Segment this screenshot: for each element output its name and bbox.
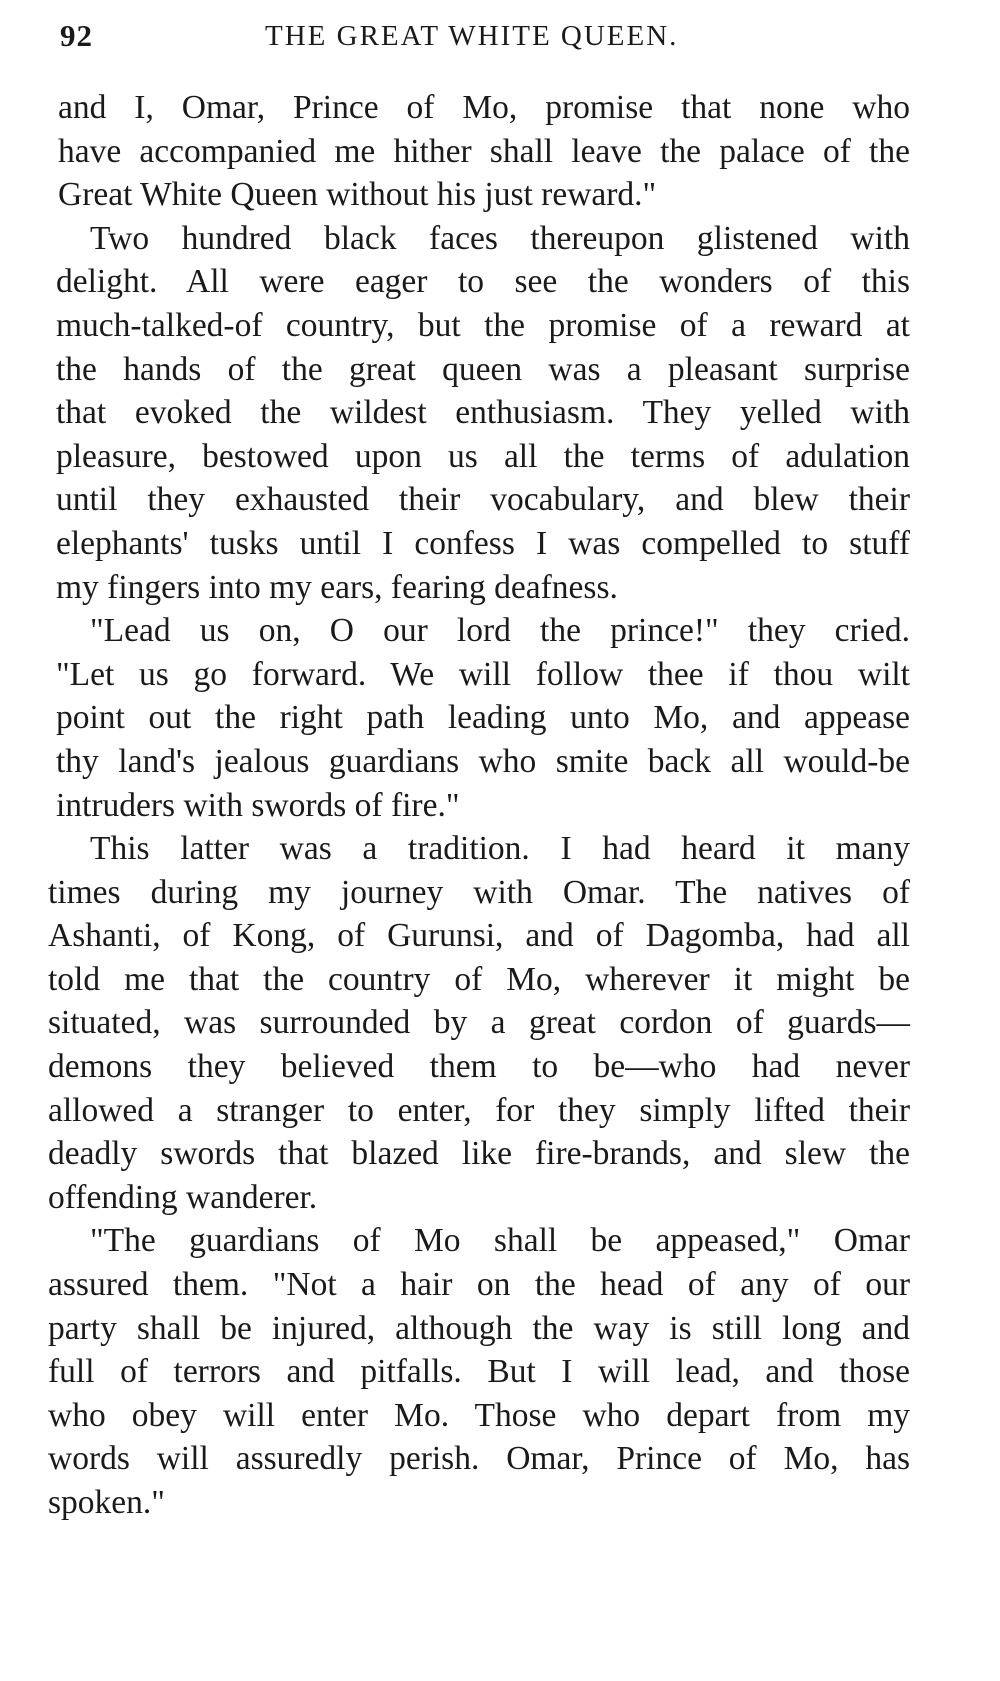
text-line: thy land's jealous guardians who smite back all would-be <box>56 742 910 780</box>
text-line: the hands of the great queen was a pleasant surprise <box>56 350 910 388</box>
text-line: much-talked-of country, but the promise of a reward at <box>56 306 910 344</box>
text-line: that evoked the wildest enthusiasm. They yelled with <box>56 394 910 432</box>
running-head <box>60 14 760 58</box>
text-line: and I, Omar, Prince of Mo, promise that none who <box>58 89 910 126</box>
text-line: party shall be injured, although the way is still long and <box>48 1309 910 1347</box>
text-line: full of terrors and pitfalls. But I will lead, and those <box>48 1353 910 1391</box>
text-line: delight. All were eager to see the wonders of this <box>56 263 910 301</box>
text-line: Ashanti, of Kong, of Gurunsi, and of Dagomba, had all <box>48 917 910 955</box>
text-line: times during my journey with Omar. The natives of <box>48 873 910 911</box>
running-title: THE GREAT WHITE QUEEN. <box>265 20 679 52</box>
text-line: Great White Queen without his just reward." <box>58 176 657 214</box>
text-line: elephants' tusks until I confess I was compelled to stuff <box>56 524 910 562</box>
text-line: told me that the country of Mo, wherever it might be <box>48 960 910 998</box>
text-line: who obey will enter Mo. Those who depart from my <box>48 1396 910 1434</box>
text-line: until they exhausted their vocabulary, and blew their <box>56 481 910 519</box>
text-line: Two hundred black faces thereupon glistened with <box>90 219 910 257</box>
text-line: deadly swords that blazed like fire-brands, and slew the <box>48 1135 910 1173</box>
text-line: assured them. "Not a hair on the head of any of our <box>48 1266 910 1304</box>
page-number: 92 <box>60 18 93 53</box>
text-line: "Lead us on, O our lord the prince!" they cried. <box>90 612 910 650</box>
text-line: situated, was surrounded by a great cordon of guards— <box>48 1004 910 1042</box>
text-line: offending wanderer. <box>48 1178 318 1216</box>
text-line: This latter was a tradition. I had heard it many <box>90 830 910 868</box>
text-line: "Let us go forward. We will follow thee if thou wilt <box>56 655 910 693</box>
text-line: pleasure, bestowed upon us all the terms of adulation <box>56 437 910 475</box>
text-line: "The guardians of Mo shall be appeased," Omar <box>90 1222 910 1260</box>
text-line: words will assuredly perish. Omar, Prince of Mo, has <box>48 1440 910 1478</box>
text-line: have accompanied me hither shall leave the palace of the <box>58 132 910 170</box>
text-line: point out the right path leading unto Mo, and appease <box>56 699 910 737</box>
text-line: allowed a stranger to enter, for they simply lifted their <box>48 1091 910 1129</box>
text-line: intruders with swords of fire." <box>56 786 460 824</box>
text-line: my fingers into my ears, fearing deafness. <box>56 568 618 606</box>
text-line: spoken." <box>48 1484 165 1521</box>
text-line: demons they believed them to be—who had never <box>48 1048 910 1086</box>
body-text <box>48 86 910 1525</box>
